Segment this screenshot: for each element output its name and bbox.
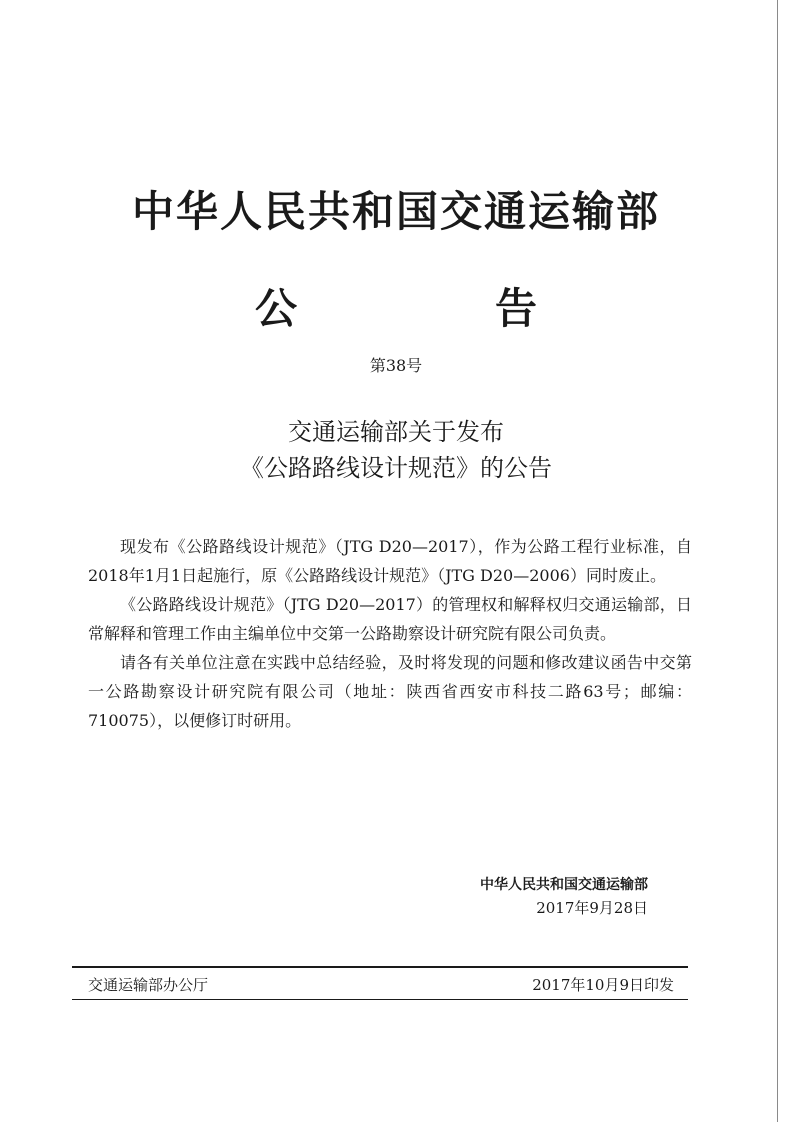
signature-block: [440, 874, 648, 920]
document-type-title: 公 告: [254, 284, 615, 333]
footer-bottom-rule: [72, 999, 688, 1000]
subject-line-2: 《公路路线设计规范》的公告: [240, 454, 552, 482]
body-paragraph-3: 请各有关单位注意在实践中总结经验，及时将发现的问题和修改建议函告中交第一公路勘察设计研究院有限公司（地址：陕西省西安市科技二路63号；邮编：710075），以便修订时研用。: [88, 653, 692, 730]
footer-issuer: 交通运输部办公厅: [88, 976, 209, 994]
subject-line-1: 交通运输部关于发布: [288, 418, 504, 446]
footer-top-rule: [72, 966, 688, 968]
footer-print-date: 2017年10月9日印发: [532, 976, 674, 994]
signature-date: 2017年9月28日: [536, 899, 648, 917]
signature-organization: 中华人民共和国交通运输部: [480, 877, 648, 893]
page-edge-line: [777, 0, 778, 1122]
notice-body: [88, 532, 692, 735]
notice-subject: [0, 414, 792, 486]
issuing-organization-title: 中华人民共和国交通运输部: [131, 187, 660, 236]
body-paragraph-1: 现发布《公路路线设计规范》（JTG D20—2017），作为公路工程行业标准，自2018年1月1日起施行，原《公路路线设计规范》（JTG D20—2006）同时废止。: [88, 537, 692, 585]
body-paragraph-2: 《公路路线设计规范》（JTG D20—2017）的管理权和解释权归交通运输部，日常解释和管理工作由主编单位中交第一公路勘察设计研究院有限公司负责。: [88, 595, 692, 643]
notice-number: 第38号: [369, 356, 423, 375]
